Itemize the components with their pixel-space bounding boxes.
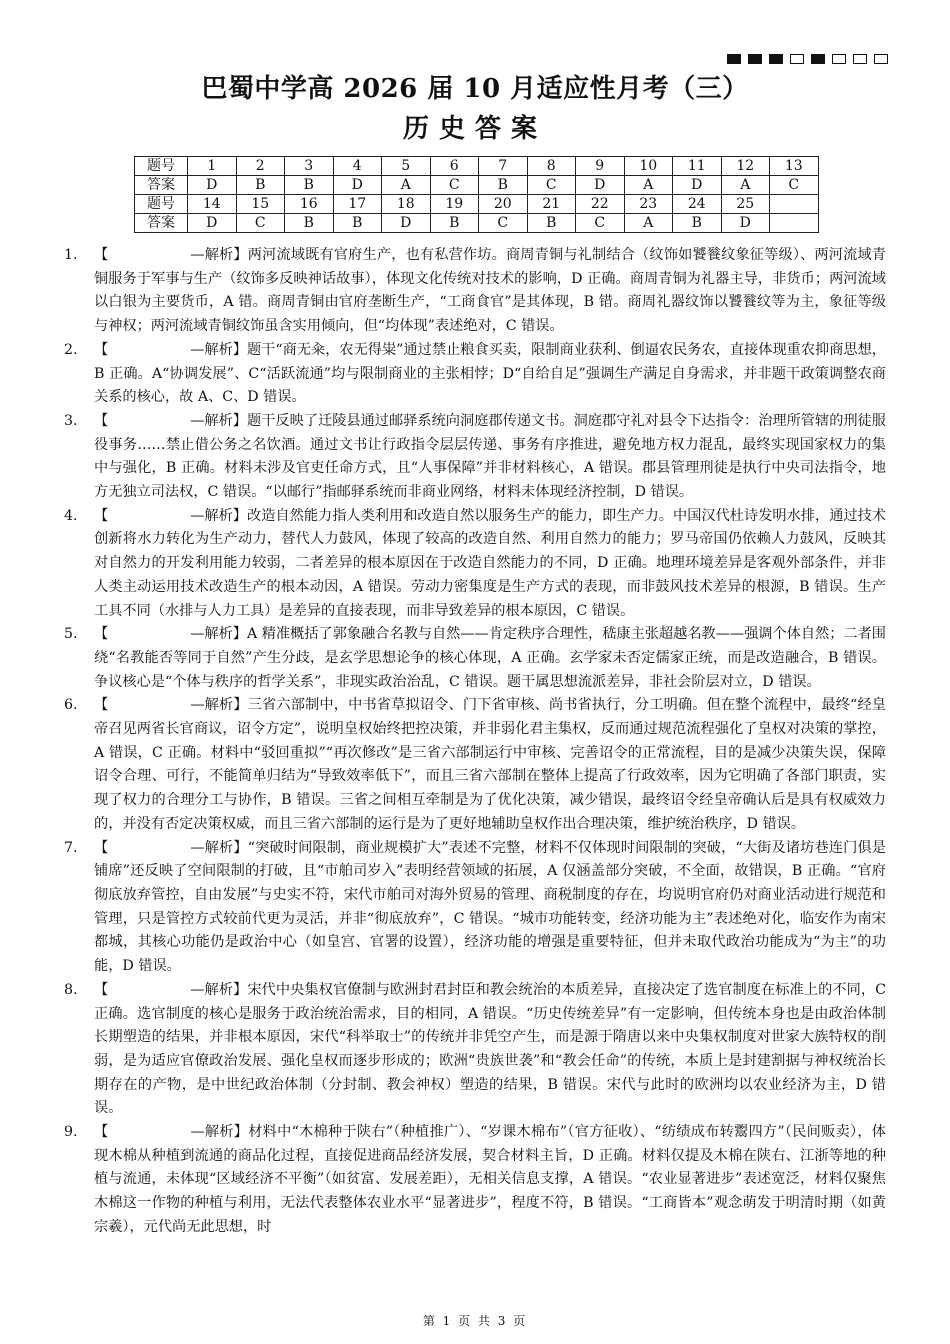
- question-number-cell: 21: [527, 195, 576, 214]
- answer-cell: A: [721, 176, 770, 195]
- question-number-cell: 25: [721, 195, 770, 214]
- answer-cell: B: [333, 214, 382, 233]
- answer-cell: D: [382, 214, 431, 233]
- analysis-label: —解析】: [190, 697, 248, 714]
- analysis-label: —解析】: [190, 412, 248, 429]
- item-number: 5.: [64, 626, 78, 643]
- question-number-row: [135, 157, 819, 176]
- question-number-cell: 9: [576, 157, 625, 176]
- question-number-cell: 22: [576, 195, 625, 214]
- question-number-cell: 15: [236, 195, 285, 214]
- question-number-cell: 23: [624, 195, 673, 214]
- question-number-cell: [770, 195, 819, 214]
- question-number-cell: 1: [188, 157, 237, 176]
- analysis-text: “突破时间限制，商业规模扩大”表述不完整，材料不仅体现时间限制的突破，“大街及诸坊巷连门俱是铺席”还反映了空间限制的打破，且“市舶司岁入”表明经营领域的拓展，A 仅涵盖部分突破，不全面，故错误，B 正确。“官府彻底放弃管控，自由发展”与史实不符，宋代市舶司对海外贸易的管理、商税制度的存在，均说明官府仍对商业活动进行规范和管理，只是管控方式较前代更为灵活，并非“彻底放弃”，C 错误。“城市功能转变，经济功能为主”表述绝对化，临安作为南宋都城，其核心功能仍是政治中心（如皇宫、官署的设置），经济功能的增强是重要特征，但并未取代政治功能成为“为主”的功能，D 错误。: [94, 839, 886, 975]
- answer-cell: D: [188, 214, 237, 233]
- item-number: 1.: [64, 247, 78, 263]
- analysis-text: 三省六部制中，中书省草拟诏令、门下省审核、尚书省执行，分工明确。但在整个流程中，最终“经皇帝召见两省长官商议，诏令方定”，说明皇权始终把控决策，并非弱化君主集权，反而通过规范流程强化了皇权对决策的掌控，A 错误，C 正确。材料中“驳回重拟”“再次修改”是三省六部制运行中审核、完善诏令的正常流程，目的是减少决策失误，保障诏令合理、可行，不能简单归结为“导致效率低下”，而且三省六部制在整体上提高了行政效率，因为它明确了各部门职责，实现了权力的合理分工与协作，B 错误。三省之间相互牵制是为了优化决策，减少错误，最终诏令经皇帝确认后是具有权威效力的，并没有否定决策权威，而且三省六部制的运行是为了更好地辅助皇权作出合理决策，维护统治秩序，D 错误。: [94, 697, 886, 832]
- explanation-list: [64, 244, 886, 1240]
- answer-cell: D: [188, 176, 237, 195]
- empty-square-icon: [874, 54, 888, 64]
- answer-cell: C: [236, 214, 285, 233]
- answer-cell: C: [479, 214, 528, 233]
- answer-cell: B: [527, 214, 576, 233]
- question-number-cell: 8: [527, 157, 576, 176]
- question-number-cell: 7: [479, 157, 528, 176]
- answer-row: [135, 214, 819, 233]
- bracket-open: 【: [94, 981, 109, 998]
- bracket-open: 【: [94, 1124, 109, 1141]
- answer-cell: D: [333, 176, 382, 195]
- answer-row: [135, 176, 819, 195]
- answer-cell: B: [285, 176, 334, 195]
- empty-square-icon: [832, 54, 846, 64]
- answer-cell: C: [770, 176, 819, 195]
- answer-cell: B: [479, 176, 528, 195]
- question-number-cell: 4: [333, 157, 382, 176]
- question-number-cell: 3: [285, 157, 334, 176]
- question-number-cell: 6: [430, 157, 479, 176]
- row-header: 题号: [135, 195, 188, 214]
- analysis-label: —解析】: [190, 981, 248, 998]
- answer-cell: A: [624, 176, 673, 195]
- answer-cell: B: [285, 214, 334, 233]
- bracket-open: 【: [94, 412, 109, 429]
- bracket-open: 【: [94, 341, 109, 358]
- analysis-label: —解析】: [190, 507, 248, 524]
- question-number-cell: 16: [285, 195, 334, 214]
- answer-cell: D: [673, 176, 722, 195]
- answer-cell: D: [576, 176, 625, 195]
- question-number-cell: 5: [382, 157, 431, 176]
- answer-cell: C: [527, 176, 576, 195]
- explanation-item: [64, 505, 886, 624]
- analysis-label: —解析】: [190, 1124, 249, 1141]
- analysis-text: 题干反映了迁陵县通过邮驿系统向洞庭郡传递文书。洞庭郡守礼对县令下达指令：治理所管辖的刑徒服役事务……禁止借公务之名饮酒。通过文书让行政指令层层传递、事务有序推进，避免地方权力混乱，最终实现国家权力的集中与强化，B 正确。材料未涉及官吏任命方式，且“人事保障”并非材料核心，A 错误。郡县管理刑徒是执行中央司法指令，地方无独立司法权，C 错误。“以邮行”指邮驿系统而非商业网络，材料未体现经济控制，D 错误。: [94, 412, 886, 501]
- page-marker-squares: [727, 54, 888, 64]
- filled-square-icon: [727, 54, 741, 64]
- explanation-item: [64, 837, 886, 979]
- item-number: 7.: [64, 839, 78, 856]
- bracket-open: 【: [94, 839, 109, 856]
- item-number: 8.: [64, 981, 78, 998]
- filled-square-icon: [769, 54, 783, 64]
- question-number-cell: 13: [770, 157, 819, 176]
- row-header: 题号: [135, 157, 188, 176]
- explanation-item: [64, 623, 886, 694]
- analysis-label: —解析】: [190, 341, 247, 358]
- analysis-text: 两河流域既有官府生产，也有私营作坊。商周青铜与礼制结合（纹饰如饕餮纹象征等级）、两河流域青铜服务于军事与生产（纹饰多反映神话故事），体现文化传统对技术的影响，D 正确。商周青铜为礼器主导，非货币；两河流域以白银为主要货币，A 错。商周青铜由官府垄断生产，“工商食官”是其体现，B 错。商周礼器纹饰以饕餮纹等为主，象征等级与神权；两河流域青铜纹饰虽含实用倾向，但“均体现”表述绝对，C 错误。: [94, 247, 886, 335]
- question-number-cell: 12: [721, 157, 770, 176]
- explanation-item: [64, 694, 886, 836]
- answer-cell: A: [382, 176, 431, 195]
- question-number-cell: 17: [333, 195, 382, 214]
- explanation-item: [64, 1121, 886, 1240]
- answer-cell: D: [721, 214, 770, 233]
- explanation-item: [64, 244, 886, 339]
- page-subtitle: 历史答案: [402, 114, 547, 144]
- explanation-item: [64, 410, 886, 505]
- analysis-label: —解析】: [190, 247, 248, 263]
- answer-cell: C: [430, 176, 479, 195]
- analysis-label: —解析】: [190, 626, 247, 643]
- analysis-text: 材料中“木棉种于陕右”（种植推广）、“岁课木棉布”（官方征收）、“纺绩成布转鬻四方”（民间贩卖），体现木棉从种植到流通的商品化过程，直接促进商品经济发展，契合材料主旨，D 正确。材料仅提及木棉在陕右、江浙等地的种植与流通，未体现“区域经济不平衡”（如贫富、发展差距），无相关信息支撑，A 错误。“农业显著进步”表述宽泛，材料仅聚焦木棉这一作物的种植与利用，无法代表整体农业水平“显著进步”，程度不符，B 错误。“工商皆本”观念萌发于明清时期（如黄宗羲），元代尚无此思想，时: [94, 1124, 886, 1235]
- question-number-cell: 19: [430, 195, 479, 214]
- question-number-cell: 2: [236, 157, 285, 176]
- answer-cell: B: [430, 214, 479, 233]
- analysis-label: —解析】: [190, 839, 248, 856]
- item-number: 9.: [64, 1124, 78, 1141]
- analysis-text: 宋代中央集权官僚制与欧洲封君封臣和教会统治的本质差异，直接决定了选官制度在标准上的不同，C 正确。选官制度的核心是服务于政治统治需求，目的相同，A 错误。“历史传统差异”有一定影响，但传统本身也是由政治体制长期塑造的结果，并非根本原因，宋代“科举取士”的传统并非凭空产生，而是源于隋唐以来中央集权制度对世家大族特权的削弱，是为适应官僚政治发展、强化皇权而逐步形成的；欧洲“贵族世袭”和“教会任命”的传统，本质上是封建割据与神权统治长期存在的产物，是中世纪政治体制（分封制、教会神权）塑造的结果，B 错误。宋代与此时的欧洲均以农业经济为主，D 错误。: [94, 981, 886, 1117]
- bracket-open: 【: [94, 626, 109, 643]
- item-number: 6.: [64, 697, 78, 714]
- question-number-row: [135, 195, 819, 214]
- question-number-cell: 20: [479, 195, 528, 214]
- question-number-cell: 11: [673, 157, 722, 176]
- analysis-text: A 精准概括了郭象融合名教与自然——肯定秩序合理性，嵇康主张超越名教——强调个体自然；二者围绕“名教能否等同于自然”产生分歧，是玄学思想论争的核心体现，A 正确。玄学家未否定儒家正统，而是改造融合，B 错误。争议核心是“个体与秩序的哲学关系”，非现实政治治乱，C 错误。题干属思想流派差异，非社会阶层对立，D 错误。: [94, 626, 886, 690]
- answer-cell: [770, 214, 819, 233]
- page-footer: 第 1 页 共 3 页: [422, 1314, 528, 1328]
- bracket-open: 【: [94, 247, 109, 263]
- question-number-cell: 18: [382, 195, 431, 214]
- bracket-open: 【: [94, 697, 109, 714]
- row-header: 答案: [135, 176, 188, 195]
- empty-square-icon: [853, 54, 867, 64]
- empty-square-icon: [790, 54, 804, 64]
- explanation-item: [64, 339, 886, 410]
- answer-cell: A: [624, 214, 673, 233]
- item-number: 3.: [64, 412, 78, 429]
- question-number-cell: 10: [624, 157, 673, 176]
- page-title: 巴蜀中学高 2026 届 10 月适应性月考（三）: [201, 74, 749, 104]
- question-number-cell: 14: [188, 195, 237, 214]
- analysis-text: 改造自然能力指人类利用和改造自然以服务生产的能力，即生产力。中国汉代杜诗发明水排，通过技术创新将水力转化为生产动力，替代人力鼓风，体现了较高的改造自然、利用自然力的能力；罗马帝国仍依赖人力鼓风，反映其对自然力的开发利用能力较弱，二者差异的根本原因在于改造自然能力的不同，D 正确。地理环境差异是客观外部条件，并非人类主动运用技术改造生产的根本动因，A 错误。劳动力密集度是生产方式的表现，而非鼓风技术差异的根源，B 错误。生产工具不同（水排与人力工具）是差异的直接表现，而非导致差异的根本原因，C 错误。: [94, 507, 886, 619]
- row-header: 答案: [135, 214, 188, 233]
- answer-cell: B: [673, 214, 722, 233]
- filled-square-icon: [748, 54, 762, 64]
- bracket-open: 【: [94, 507, 109, 524]
- filled-square-icon: [811, 54, 825, 64]
- explanation-item: [64, 979, 886, 1121]
- question-number-cell: 24: [673, 195, 722, 214]
- answer-cell: B: [236, 176, 285, 195]
- analysis-text: 题干“商无籴，农无得粜”通过禁止粮食买卖，限制商业获利、倒逼农民务农，直接体现重农抑商思想，B 正确。A“协调发展”、C“活跃流通”均与限制商业的主张相悖；D“自给自足”强调生产满足自身需求，并非题干政策调整农商关系的核心，故 A、C、D 错误。: [94, 341, 886, 406]
- answer-cell: C: [576, 214, 625, 233]
- item-number: 2.: [64, 341, 78, 358]
- answer-table: [134, 156, 819, 233]
- item-number: 4.: [64, 507, 78, 524]
